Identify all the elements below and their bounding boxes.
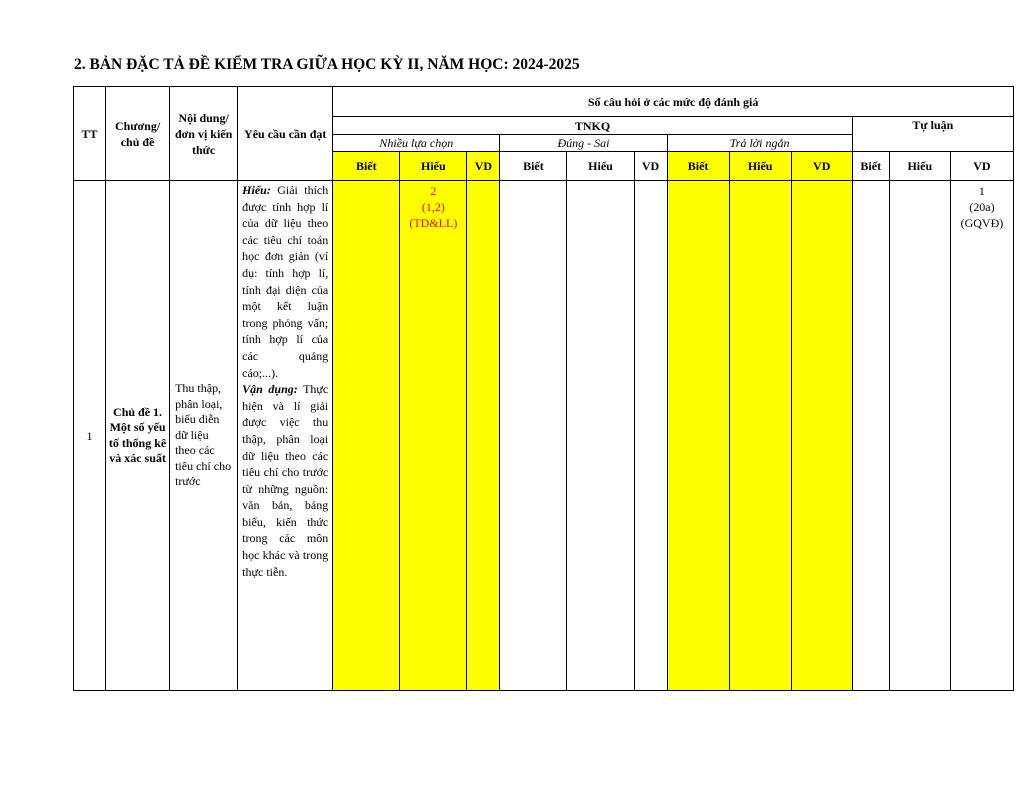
header-tf-vd: VD — [634, 152, 667, 181]
header-tt: TT — [74, 87, 106, 181]
header-chapter: Chương/ chủ đề — [106, 87, 170, 181]
requirement-hieu-text: Giải thích được tính hợp lí của dữ liệu theo các tiêu chí toán học đơn giản (ví dụ: tính hợp lí, tính đại diện của một kết luận trong phỏng vấn; tính hợp lí của các quảng cáo;...). — [242, 183, 329, 380]
cell-tl-hieu — [889, 181, 950, 691]
cell-sa-biet — [667, 181, 729, 691]
header-mc-biet: Biết — [333, 152, 400, 181]
header-tnkq: TNKQ — [333, 117, 853, 135]
row-requirement — [238, 181, 333, 691]
cell-sa-hieu — [729, 181, 791, 691]
table-row — [74, 181, 1014, 691]
header-sa-biet: Biết — [667, 152, 729, 181]
tl-vd-count: 1 — [978, 184, 985, 198]
header-requirement: Yêu cầu cần đạt — [238, 87, 333, 181]
header-mc-hieu: Hiểu — [400, 152, 467, 181]
header-tl-hieu: Hiểu — [889, 152, 950, 181]
cell-sa-vd — [791, 181, 852, 691]
header-mc-vd: VD — [467, 152, 500, 181]
specification-table — [73, 86, 1014, 691]
tl-vd-competency: (GQVĐ) — [960, 216, 1004, 230]
header-tl-biet: Biết — [852, 152, 889, 181]
cell-mc-hieu — [400, 181, 467, 691]
header-tl-vd: VD — [950, 152, 1013, 181]
row-chapter: Chủ đề 1. Một số yếu tố thống kê và xác suất — [106, 181, 170, 691]
requirement-vd-text: Thực hiện và lí giải được việc thu thập, phân loại dữ liệu theo các tiêu chí cho trước từ những nguồn: văn bản, bảng biểu, kiến thức trong các môn học khác và trong thực tiễn. — [242, 382, 329, 579]
cell-mc-vd — [467, 181, 500, 691]
header-multiple-choice: Nhiều lựa chọn — [333, 135, 500, 152]
row-tt: 1 — [74, 181, 106, 691]
header-tf-biet: Biết — [500, 152, 567, 181]
mc-hieu-questions: (1,2) — [421, 200, 445, 214]
cell-tf-biet — [500, 181, 567, 691]
header-tf-hieu: Hiểu — [567, 152, 634, 181]
header-tu-luan: Tự luận — [852, 117, 1013, 152]
header-sa-hieu: Hiểu — [729, 152, 791, 181]
mc-hieu-count: 2 — [430, 184, 437, 198]
header-short-answer: Trả lời ngắn — [667, 135, 852, 152]
header-levels: Số câu hỏi ở các mức độ đánh giá — [333, 87, 1014, 117]
cell-tf-vd — [634, 181, 667, 691]
cell-tl-vd — [950, 181, 1013, 691]
cell-tf-hieu — [567, 181, 634, 691]
header-sa-vd: VD — [791, 152, 852, 181]
requirement-vd-label: Vận dụng: — [242, 382, 298, 397]
header-content: Nội dung/đơn vị kiến thức — [170, 87, 238, 181]
row-content: Thu thập, phân loại, biểu diễn dữ liệu theo các tiêu chí cho trước — [170, 181, 238, 691]
header-true-false: Đúng - Sai — [500, 135, 667, 152]
page-title: 2. BẢN ĐẶC TẢ ĐỀ KIỂM TRA GIỮA HỌC KỲ II, NĂM HỌC: 2024-2025 — [74, 56, 580, 73]
cell-tl-biet — [852, 181, 889, 691]
cell-mc-biet — [333, 181, 400, 691]
requirement-hieu-label: Hiểu: — [242, 183, 271, 197]
mc-hieu-competency: (TD&LL) — [409, 216, 458, 230]
tl-vd-questions: (20a) — [969, 200, 995, 214]
